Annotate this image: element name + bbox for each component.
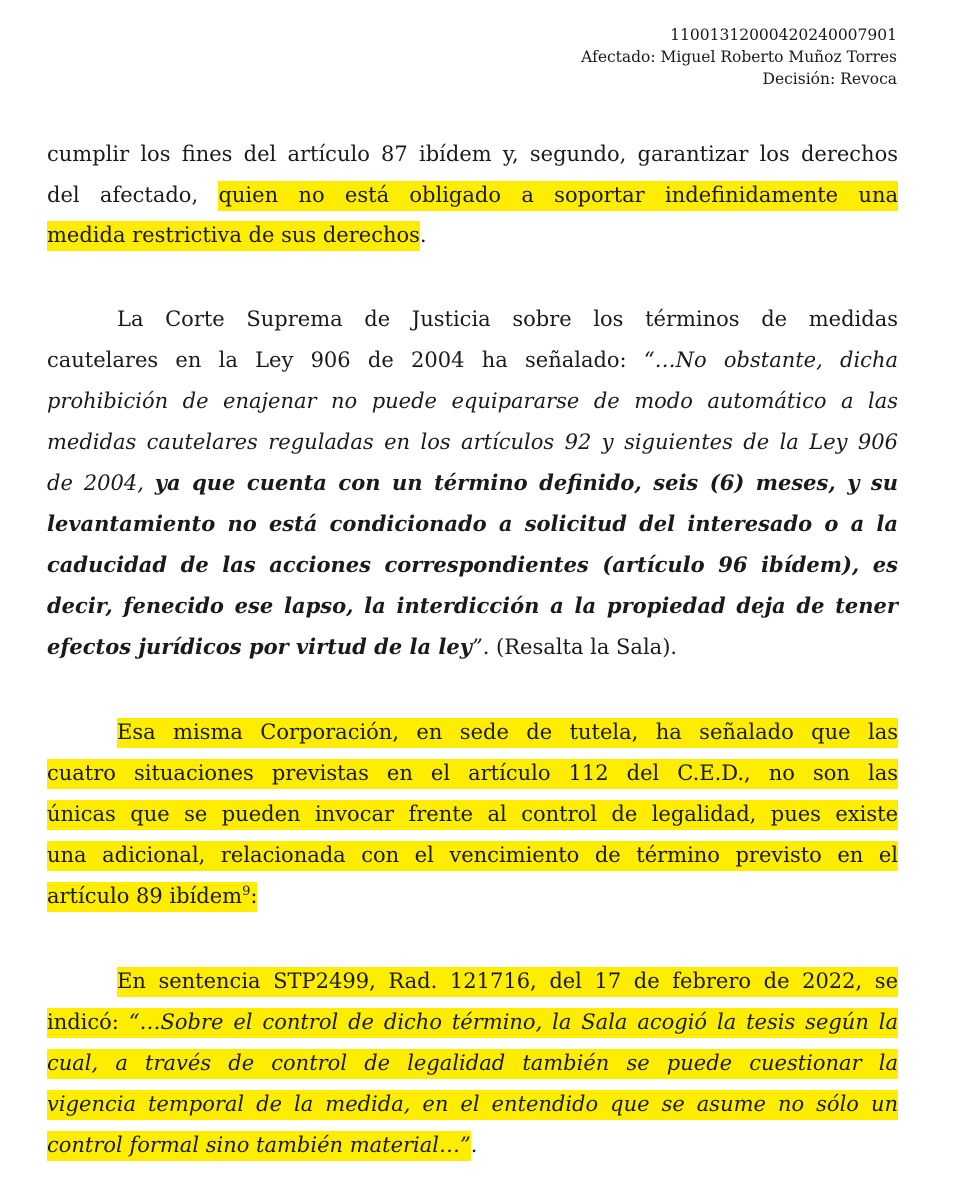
text: cumplir los fines del artículo 87 ibídem y, segundo, garantizar los derechos xyxy=(47,142,898,166)
emphasized-quote-text: efectos jurídicos por virtud de la ley xyxy=(47,634,472,659)
paragraph-2-line-4 xyxy=(47,427,898,457)
quote-text: prohibición de enajenar no puede equipararse de modo automático a las xyxy=(47,389,898,413)
highlighted-quote-text: control formal sino también material…” xyxy=(47,1131,471,1161)
paragraph-2-line-3 xyxy=(47,386,898,416)
emphasized-quote-text: caducidad de las acciones correspondientes (artículo 96 ibídem), es xyxy=(47,552,898,577)
paragraph-3-line-5 xyxy=(47,881,898,911)
paragraph-4-line-4 xyxy=(47,1089,898,1119)
text: indicó: xyxy=(47,1010,129,1034)
case-number: 11001312000420240007901 xyxy=(670,26,897,44)
paragraph-1-line-3 xyxy=(47,220,898,250)
highlighted-text: quien no está obligado a soportar indefinidamente una xyxy=(218,181,898,211)
paragraph-2-line-2 xyxy=(47,345,898,375)
paragraph-1-line-2 xyxy=(47,180,898,210)
paragraph-4-line-1 xyxy=(117,966,898,996)
quote-text: “…Sobre el control de dicho término, la Sala acogió la tesis según la xyxy=(128,1010,899,1034)
paragraph-4-line-3 xyxy=(47,1048,898,1078)
text: . xyxy=(470,1133,478,1157)
paragraph-3-line-4 xyxy=(47,840,898,870)
text: . xyxy=(419,223,427,247)
footnote-marker[interactable]: 9 xyxy=(242,884,251,899)
text: La Corte Suprema de Justicia sobre los términos de medidas xyxy=(117,307,898,331)
quote-text: “…No obstante, dicha xyxy=(643,348,898,372)
highlighted-text: cuatro situaciones previstas en el artículo 112 del C.E.D., no son las xyxy=(47,759,898,789)
paragraph-4-line-5 xyxy=(47,1130,898,1160)
text: del afectado, xyxy=(47,183,219,207)
paragraph-2-line-5 xyxy=(47,468,898,498)
text: : xyxy=(250,884,258,908)
emphasized-quote-text: ya que cuenta con un término definido, seis (6) meses, y su xyxy=(154,470,899,495)
emphasized-quote-text: decir, fenecido ese lapso, la interdicción a la propiedad deja de tener xyxy=(47,593,898,618)
text: . (Resalta la Sala). xyxy=(482,635,678,659)
paragraph-3-line-2 xyxy=(47,758,898,788)
text: cautelares en la Ley 906 de 2004 ha señalado: xyxy=(47,348,644,372)
text: artículo 89 ibídem xyxy=(47,884,243,908)
affected-party: Afectado: Miguel Roberto Muñoz Torres xyxy=(581,48,897,66)
paragraph-1-line-1 xyxy=(47,139,898,169)
document-header xyxy=(581,24,897,90)
highlighted-text: únicas que se pueden invocar frente al control de legalidad, pues existe xyxy=(47,800,898,830)
quote-text: medidas cautelares reguladas en los artículos 92 y siguientes de la Ley 906 xyxy=(47,430,898,454)
paragraph-2-line-6 xyxy=(47,509,898,539)
highlighted-quote-text: cual, a través de control de legalidad también se puede cuestionar la xyxy=(47,1049,898,1079)
highlighted-text: Esa misma Corporación, en sede de tutela, ha señalado que las xyxy=(117,718,898,748)
highlighted-text: una adicional, relacionada con el vencimiento de término previsto en el xyxy=(47,841,898,871)
highlighted-text: medida restrictiva de sus derechos xyxy=(47,221,420,251)
highlighted-text: En sentencia STP2499, Rad. 121716, del 17 de febrero de 2022, se xyxy=(117,967,898,997)
quote-text: de 2004, xyxy=(47,471,155,495)
paragraph-2-line-8 xyxy=(47,591,898,621)
paragraph-3-line-1 xyxy=(117,717,898,747)
emphasized-quote-text: levantamiento no está condicionado a solicitud del interesado o a la xyxy=(47,511,898,536)
quote-text: ” xyxy=(471,635,483,659)
paragraph-3-line-3 xyxy=(47,799,898,829)
paragraph-4-line-2 xyxy=(47,1007,898,1037)
decision-label: Decisión: Revoca xyxy=(762,70,897,88)
paragraph-2-line-1 xyxy=(117,304,898,334)
paragraph-2-line-7 xyxy=(47,550,898,580)
highlighted-quote-text: vigencia temporal de la medida, en el entendido que se asume no sólo un xyxy=(47,1090,898,1120)
highlighted-text xyxy=(47,1008,898,1038)
highlighted-text xyxy=(47,882,257,912)
paragraph-2-line-9 xyxy=(47,632,898,662)
